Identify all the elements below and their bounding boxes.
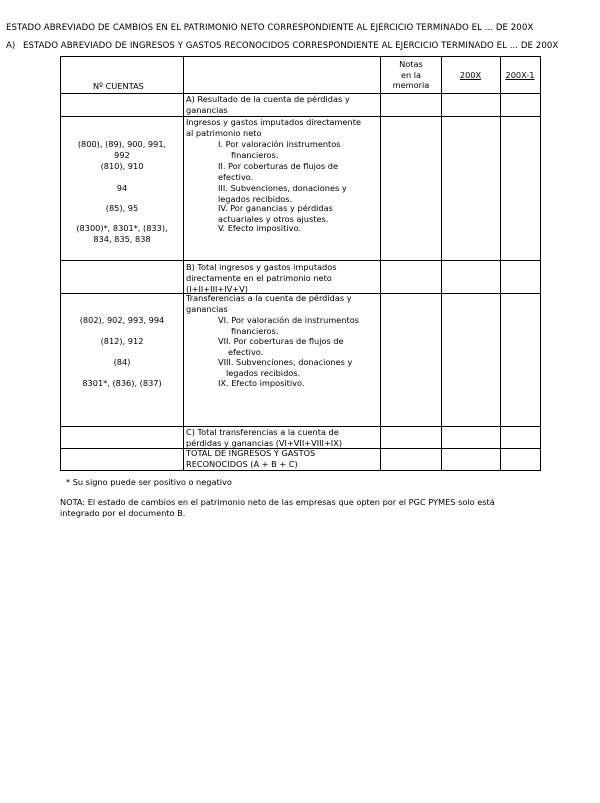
table-rule (441, 56, 442, 471)
row-total-label: TOTAL DE INGRESOS Y GASTOS RECONOCIDOS (A + B + C) (186, 448, 316, 469)
table-rule (60, 260, 541, 261)
header-prev-year: 200X-1 (505, 70, 535, 80)
table-border-right (540, 56, 541, 471)
accounts-item-3: 94 (116, 183, 128, 193)
group1-item-3: III. Subvenciones, donaciones y legados recibidos. (218, 183, 347, 204)
income-expense-table (60, 56, 541, 471)
table-rule (380, 56, 381, 471)
accounts-item-1: (800), (89), 900, 991, 992 (77, 139, 167, 160)
nota-footnote: NOTA: El estado de cambios en el patrimonio neto de las empresas que opten por el PGC PYMES solo está integrado por el documento B. (60, 497, 495, 518)
accounts-item-4: (85), 95 (105, 203, 139, 213)
group1-item-2: II. Por coberturas de flujos de efectivo. (218, 161, 338, 182)
accounts-item-5: (8300)*, 8301*, (833), 834, 835, 838 (76, 223, 168, 244)
asterisk-footnote: * Su signo puede ser positivo o negativo (66, 477, 232, 487)
table-border-bottom (60, 470, 541, 471)
group2-item-9: IX. Efecto impositivo. (218, 378, 305, 388)
group2-intro: Transferencias a la cuenta de pérdidas y ganancias (186, 293, 352, 314)
row-c-label: C) Total transferencias a la cuenta de pérdidas y ganancias (VI+VII+VIII+IX) (186, 427, 343, 448)
group1-item-4: IV. Por ganancias y pérdidas actuariales y otros ajustes. (218, 203, 333, 224)
accounts-item-7: (812), 912 (100, 336, 144, 346)
accounts-item-9: 8301*, (836), (837) (82, 378, 162, 388)
accounts-item-6: (802), 902, 993, 994 (79, 315, 165, 325)
group2-item-8: VIII. Subvenciones, donaciones y legados recibidos. (218, 357, 353, 378)
section-title-text: ESTADO ABREVIADO DE INGRESOS Y GASTOS RECONOCIDOS CORRESPONDIENTE AL EJERCICIO TERMINADO EL ... DE 200X (23, 41, 559, 51)
group1-item-5: V. Efecto impositivo. (218, 223, 301, 233)
group1-intro: Ingresos y gastos imputados directamente al patrimonio neto (186, 117, 361, 138)
section-title (6, 41, 558, 51)
accounts-item-2: (810), 910 (100, 161, 144, 171)
section-letter: A) (6, 41, 16, 51)
table-rule (500, 56, 501, 471)
header-notas: Notas en la memoria (392, 59, 430, 90)
table-border-top (60, 56, 541, 57)
table-border-left (60, 56, 61, 471)
group1-item-1: I. Por valoración instrumentos financieros. (218, 139, 341, 160)
group2-item-6: VI. Por valoración de instrumentos financieros. (218, 315, 359, 336)
header-cuentas: Nº CUENTAS (93, 81, 144, 91)
group2-item-7: VII. Por coberturas de flujos de efectivo. (218, 336, 344, 357)
document-title: ESTADO ABREVIADO DE CAMBIOS EN EL PATRIMONIO NETO CORRESPONDIENTE AL EJERCICIO TERMINADO EL ... DE 200X (6, 23, 534, 33)
accounts-item-8: (84) (113, 357, 131, 367)
row-b-label: B) Total ingresos y gastos imputados directamente en el patrimonio neto (I+II+III+IV+V) (186, 262, 337, 294)
row-a-label: A) Resultado de la cuenta de pérdidas y ganancias (186, 94, 350, 115)
table-rule (183, 56, 184, 471)
header-year: 200X (459, 70, 482, 80)
